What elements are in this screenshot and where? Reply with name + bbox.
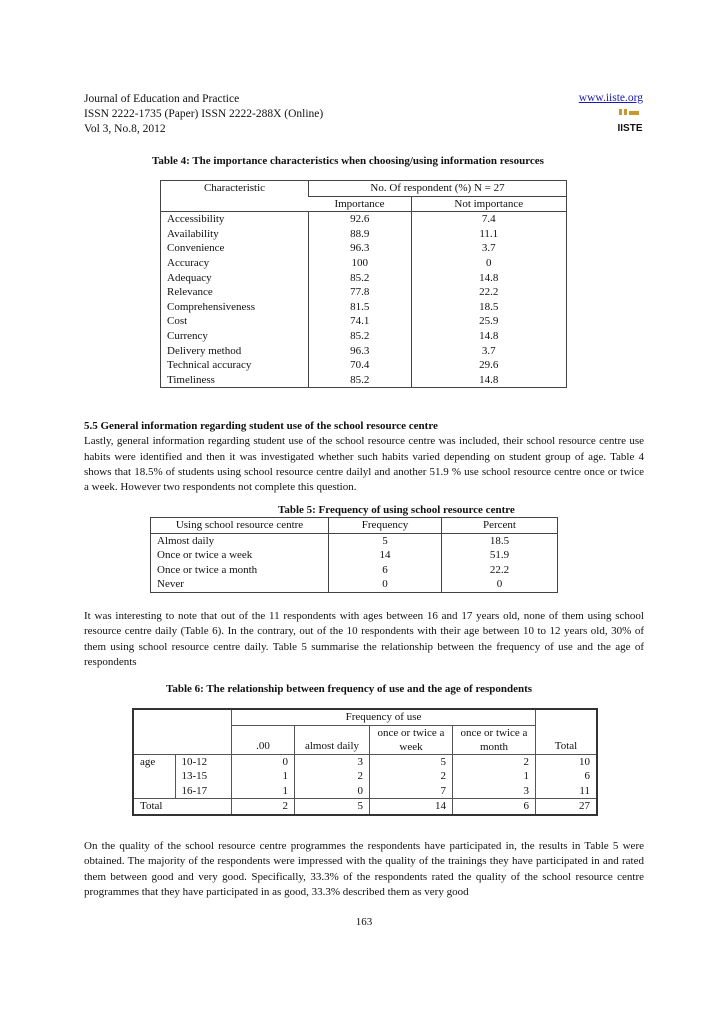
table6: [132, 708, 598, 816]
table4: [160, 180, 567, 388]
table5-frequency: 14: [329, 548, 442, 563]
table6-age-label: [133, 769, 175, 784]
table6-header-week-line1: once or twice a: [377, 726, 445, 739]
table6-value-week: 7: [370, 784, 453, 799]
table5-use: Once or twice a week: [157, 549, 253, 562]
table6-value-00: 1: [232, 784, 295, 799]
iiste-logo-icon: [617, 107, 643, 137]
table5-header-percent: Percent: [442, 518, 558, 534]
table4-importance: 85.2: [309, 271, 412, 286]
paragraph-table6-intro: [84, 609, 644, 670]
table4-not-importance: 0: [411, 256, 567, 271]
table6-value-total: 10: [536, 754, 598, 769]
table6-value-daily: 0: [295, 784, 370, 799]
table4-not-importance: 29.6: [411, 358, 567, 373]
table-row: [161, 314, 567, 329]
table-row: [161, 256, 567, 271]
table5-percent: 22.2: [442, 563, 558, 578]
table5-use: Never: [157, 578, 184, 591]
journal-name: Journal of Education and Practice: [84, 93, 240, 105]
table6-header-00: .00: [232, 725, 295, 754]
table4-characteristic: Adequacy: [167, 271, 212, 284]
table4-not-importance: 14.8: [411, 271, 567, 286]
section-5-5: [84, 419, 644, 495]
table6-age-label: [133, 784, 175, 799]
table4-caption: Table 4: The importance characteristics when choosing/using information resources: [152, 155, 544, 167]
table4-importance: 81.5: [309, 300, 412, 315]
table5-percent: 0: [442, 577, 558, 592]
table4-importance: 70.4: [309, 358, 412, 373]
table4-characteristic: Accessibility: [167, 213, 225, 226]
table4-importance: 92.6: [309, 212, 412, 227]
table6-total-label: Total: [133, 799, 232, 815]
table-row: [161, 300, 567, 315]
table6-age-group: 16-17: [175, 784, 232, 799]
table5: [150, 517, 558, 593]
table5-caption: Table 5: Frequency of using school resource centre: [278, 504, 515, 516]
table-row: [161, 344, 567, 359]
table5-frequency: 0: [329, 577, 442, 592]
table4-not-importance: 14.8: [411, 329, 567, 344]
table6-value-month: 3: [453, 784, 536, 799]
table-row: [161, 212, 567, 227]
table-row: [161, 271, 567, 286]
table6-total-total: 27: [536, 799, 598, 815]
table4-importance: 100: [309, 256, 412, 271]
table4-characteristic: Delivery method: [167, 344, 242, 357]
table6-value-total: 11: [536, 784, 598, 799]
table4-importance: 88.9: [309, 227, 412, 242]
section-5-5-heading: 5.5 General information regarding student use of the school resource centre: [84, 420, 438, 432]
table4-characteristic: Comprehensiveness: [167, 300, 255, 313]
table5-use: Almost daily: [157, 534, 215, 547]
table4-importance: 77.8: [309, 285, 412, 300]
table6-value-total: 6: [536, 769, 598, 784]
table-row: [161, 285, 567, 300]
paragraph-quality: [84, 839, 644, 900]
table6-total-daily: 5: [295, 799, 370, 815]
table6-value-daily: 2: [295, 769, 370, 784]
table6-value-00: 0: [232, 754, 295, 769]
table-row: [161, 329, 567, 344]
table6-total-month: 6: [453, 799, 536, 815]
table4-not-importance: 14.8: [411, 373, 567, 388]
table4-not-importance: 7.4: [411, 212, 567, 227]
table6-header-group: Frequency of use: [232, 709, 536, 725]
table6-value-week: 2: [370, 769, 453, 784]
paragraph-quality-text: On the quality of the school resource centre programmes the respondents have participated in, the results in Table 5 were obtained. The majority of the respondents were impressed with the quality of the trainings they have participated in and rated them between good and very good. Specifically, 33.3% of the respondents rated the quality of the school resource centre programmes that they have participated in as good, 33.3% described them as very good: [84, 840, 644, 898]
table4-importance: 85.2: [309, 373, 412, 388]
table6-header-month-line2: month: [479, 740, 509, 753]
table6-age-group: 13-15: [175, 769, 232, 784]
table6-value-daily: 3: [295, 754, 370, 769]
table6-header-total: Total: [536, 709, 598, 754]
table-row: [161, 227, 567, 242]
table-row: [151, 563, 558, 578]
table-row: [161, 373, 567, 388]
table6-caption: Table 6: The relationship between frequency of use and the age of respondents: [166, 683, 533, 695]
table6-age-label: age: [133, 754, 175, 769]
paragraph-table6-intro-text: It was interesting to note that out of the 11 respondents with ages between 16 and 17 years old, none of them using school resource centre daily (Table 6). In the contrary, out of the 10 respondents with their age between 10 to 12 years old, 30% of them using school resource centre daily. Table 5 summarise the relationship between the frequency of use and the age of respondents: [84, 610, 644, 668]
table-row: [151, 548, 558, 563]
table4-importance: 96.3: [309, 241, 412, 256]
table5-use: Once or twice a month: [157, 563, 258, 576]
table4-not-importance: 3.7: [411, 241, 567, 256]
table4-not-importance: 11.1: [411, 227, 567, 242]
table4-characteristic: Accuracy: [167, 256, 210, 269]
table5-percent: 18.5: [442, 533, 558, 548]
table6-header-week: [370, 725, 453, 754]
table4-header-group: No. Of respondent (%) N = 27: [309, 181, 567, 197]
table-row: [161, 241, 567, 256]
section-5-5-text: Lastly, general information regarding student use of the school resource centre was included, their school resource centre use habits were identified and then it was investigated whether such habits varied depending on student group of age. Table 4 shows that 18.5% of students using school resource centre dailyl and another 51.9 % use school resource centre once or twice a week. However two respondents not complete this question.: [84, 435, 644, 494]
journal-issn: ISSN 2222-1735 (Paper) ISSN 2222-288X (Online): [84, 108, 324, 120]
table5-frequency: 6: [329, 563, 442, 578]
table6-value-month: 1: [453, 769, 536, 784]
table5-percent: 51.9: [442, 548, 558, 563]
table-row: [151, 577, 558, 592]
table4-characteristic: Availability: [167, 227, 219, 240]
table4-importance: 96.3: [309, 344, 412, 359]
table5-header-frequency: Frequency: [329, 518, 442, 534]
table6-header-week-line2: week: [399, 740, 423, 753]
table4-characteristic: Currency: [167, 329, 208, 342]
table6-age-group: 10-12: [175, 754, 232, 769]
iiste-logo-text: IISTE: [617, 123, 643, 134]
table-row: [133, 754, 597, 769]
journal-url-link[interactable]: www.iiste.org: [578, 92, 643, 104]
table5-frequency: 5: [329, 533, 442, 548]
table4-characteristic: Convenience: [167, 242, 225, 255]
table4-characteristic: Technical accuracy: [167, 359, 252, 372]
table4-not-importance: 25.9: [411, 314, 567, 329]
table4-not-importance: 22.2: [411, 285, 567, 300]
table-row: [133, 769, 597, 784]
table5-header-use: Using school resource centre: [175, 519, 304, 531]
table4-characteristic: Cost: [167, 315, 188, 328]
table6-value-month: 2: [453, 754, 536, 769]
table4-not-importance: 3.7: [411, 344, 567, 359]
table4-importance: 74.1: [309, 314, 412, 329]
table-row: [151, 533, 558, 548]
table6-header-month-line1: once or twice a: [460, 726, 528, 739]
table4-header-characteristic: Characteristic: [203, 182, 266, 194]
table6-header-almost-daily: almost daily: [295, 725, 370, 754]
table6-total-week: 14: [370, 799, 453, 815]
journal-volume: Vol 3, No.8, 2012: [84, 123, 166, 135]
table6-value-00: 1: [232, 769, 295, 784]
journal-header: [84, 92, 323, 137]
table-row: [161, 358, 567, 373]
table6-header-month: [453, 725, 536, 754]
table4-importance: 85.2: [309, 329, 412, 344]
table6-total-00: 2: [232, 799, 295, 815]
table-row: [133, 784, 597, 799]
table4-header-not-importance: Not importance: [411, 196, 567, 212]
table4-characteristic: Relevance: [167, 286, 213, 299]
table4-header-importance: Importance: [334, 197, 385, 210]
table4-characteristic: Timeliness: [167, 373, 215, 386]
table4-not-importance: 18.5: [411, 300, 567, 315]
page-number: 163: [355, 916, 373, 928]
table6-value-week: 5: [370, 754, 453, 769]
